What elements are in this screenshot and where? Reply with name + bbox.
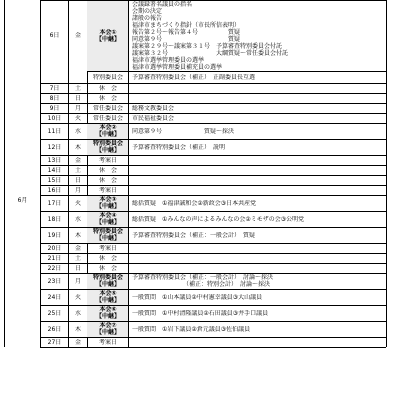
row-event: 休 会 xyxy=(98,94,117,102)
row-day: 21日 xyxy=(47,254,62,262)
row-day: 22日 xyxy=(47,264,62,272)
row-weekday: 月 xyxy=(74,277,81,285)
row-event: 本会④ 【中継】 xyxy=(95,212,120,226)
row-weekday: 水 xyxy=(74,309,81,317)
row-detail: 総務文教委員会 xyxy=(132,104,175,112)
row-day: 25日 xyxy=(47,309,62,317)
row-detail: 予算審査特別委員会（補正） 正副委員長互選 xyxy=(132,73,256,81)
row-event: 休 会 xyxy=(98,84,117,92)
row-event: 特別委員会 【中継】 xyxy=(92,228,123,242)
row-weekday: 木 xyxy=(74,325,81,333)
row-weekday: 日 xyxy=(74,94,81,102)
row-detail: 一般質問 ①中村清隆議員②石田議員③井手口議員 xyxy=(132,309,269,317)
row-event: 休 会 xyxy=(98,176,117,184)
row-divider xyxy=(40,347,386,348)
row-day: 16日 xyxy=(47,186,62,194)
row-weekday: 金 xyxy=(74,338,81,346)
row-day: 14日 xyxy=(47,166,62,174)
row-event: 考案日 xyxy=(98,338,117,346)
row-day: 23日 xyxy=(47,277,62,285)
row-event: 特別委員会 【中継】 xyxy=(92,140,123,154)
row-day: 20日 xyxy=(47,244,62,252)
row-event: 考案日 xyxy=(98,244,117,252)
row-day: 26日 xyxy=(47,325,62,333)
row-weekday: 月 xyxy=(74,104,81,112)
row-weekday: 日 xyxy=(74,176,81,184)
row-event: 特別委員会 【中継】 xyxy=(92,274,123,288)
row-weekday: 水 xyxy=(74,127,81,135)
row-day: 18日 xyxy=(47,215,62,223)
row-detail: 一般質問 ①山本議員②中村憲幸議員③大山議員 xyxy=(132,293,263,301)
row-weekday: 日 xyxy=(74,264,81,272)
row-weekday: 水 xyxy=(74,215,81,223)
row-day: 12日 xyxy=(47,143,62,151)
row-day: 24日 xyxy=(47,293,62,301)
row-day: 6日 xyxy=(49,32,60,39)
row-event: 本会③ 【中継】 xyxy=(95,196,120,210)
row-day: 13日 xyxy=(47,156,62,164)
row-detail: 会議録署名議員の指名 会期の決定 諸般の報告 福津市まちづくり指針（市長所信表明） 報告第２号～報告第４号 質疑 同意第９号 質疑 議案第２９号～議案第３１号 予算審査特別委員会付託 議案第３２号 大綱質疑～常任委員会付託 福津市選挙管理委員の選挙 福津市選挙管理委員補充員の選挙 xyxy=(132,0,289,71)
row-detail: 予算審査特別委員会（補正：一般会計） 質疑 xyxy=(132,231,256,239)
row-day: 8日 xyxy=(49,94,60,102)
grid-line-month-left xyxy=(4,0,5,347)
row-event: 常任委員会 xyxy=(92,114,123,122)
row-day: 27日 xyxy=(47,338,62,346)
row-detail: 市民福祉委員会 xyxy=(132,114,175,122)
row-event: 休 会 xyxy=(98,166,117,174)
grid-line-event-right xyxy=(128,0,129,347)
row-event: 本会⑤ 【中継】 xyxy=(95,290,120,304)
row-detail: 同意第９号 質疑～採決 xyxy=(132,127,235,135)
row-event: 本会① 【中継】 xyxy=(95,28,120,43)
row-day: 9日 xyxy=(49,104,60,112)
row-weekday: 火 xyxy=(74,114,81,122)
row-event: 休 会 xyxy=(98,264,117,272)
row-event: 本会⑦ 【中継】 xyxy=(95,322,120,336)
row-event: 特別委員会 xyxy=(92,73,123,81)
row-weekday: 木 xyxy=(74,143,81,151)
row-day: 15日 xyxy=(47,176,62,184)
row-weekday: 金 xyxy=(74,156,81,164)
row-detail: 総括質疑 ①福津誠和会②新政会③日本共産党 xyxy=(132,199,257,207)
row-detail: 一般質問 ①岩下議員②倉元議員③佐伯議員 xyxy=(132,325,251,333)
row-day: 10日 xyxy=(47,114,62,122)
row-day: 19日 xyxy=(47,231,62,239)
row-weekday: 火 xyxy=(74,199,81,207)
row-day: 11日 xyxy=(47,127,62,135)
row-detail: 予算審査特別委員会（補正：一般会計） 討論～採決 （補正：特別会計） 討論～採決 xyxy=(132,274,274,288)
row-weekday: 土 xyxy=(74,166,81,174)
row-weekday: 金 xyxy=(74,244,81,252)
row-divider xyxy=(87,71,387,72)
row-event: 常任委員会 xyxy=(92,104,123,112)
row-weekday: 土 xyxy=(74,84,81,92)
row-weekday: 火 xyxy=(74,293,81,301)
month-label: 6月 xyxy=(17,197,28,204)
row-weekday: 金 xyxy=(74,32,81,39)
row-event: 本会② 【中継】 xyxy=(95,124,120,138)
row-detail: 予算審査特別委員会（補正） 説明 xyxy=(132,143,226,151)
row-day: 7日 xyxy=(49,84,60,92)
grid-line-detail-right xyxy=(386,0,387,347)
row-detail: 総括質疑 ①みんなの声によるみんなの会②ミモザの会③公明党 xyxy=(132,215,305,223)
row-event: 休 会 xyxy=(98,254,117,262)
row-weekday: 木 xyxy=(74,231,81,239)
row-day: 17日 xyxy=(47,199,62,207)
row-weekday: 土 xyxy=(74,254,81,262)
row-weekday: 月 xyxy=(74,186,81,194)
row-event: 考案日 xyxy=(98,156,117,164)
row-event: 本会⑥ 【中継】 xyxy=(95,306,120,320)
row-event: 考案日 xyxy=(98,186,117,194)
